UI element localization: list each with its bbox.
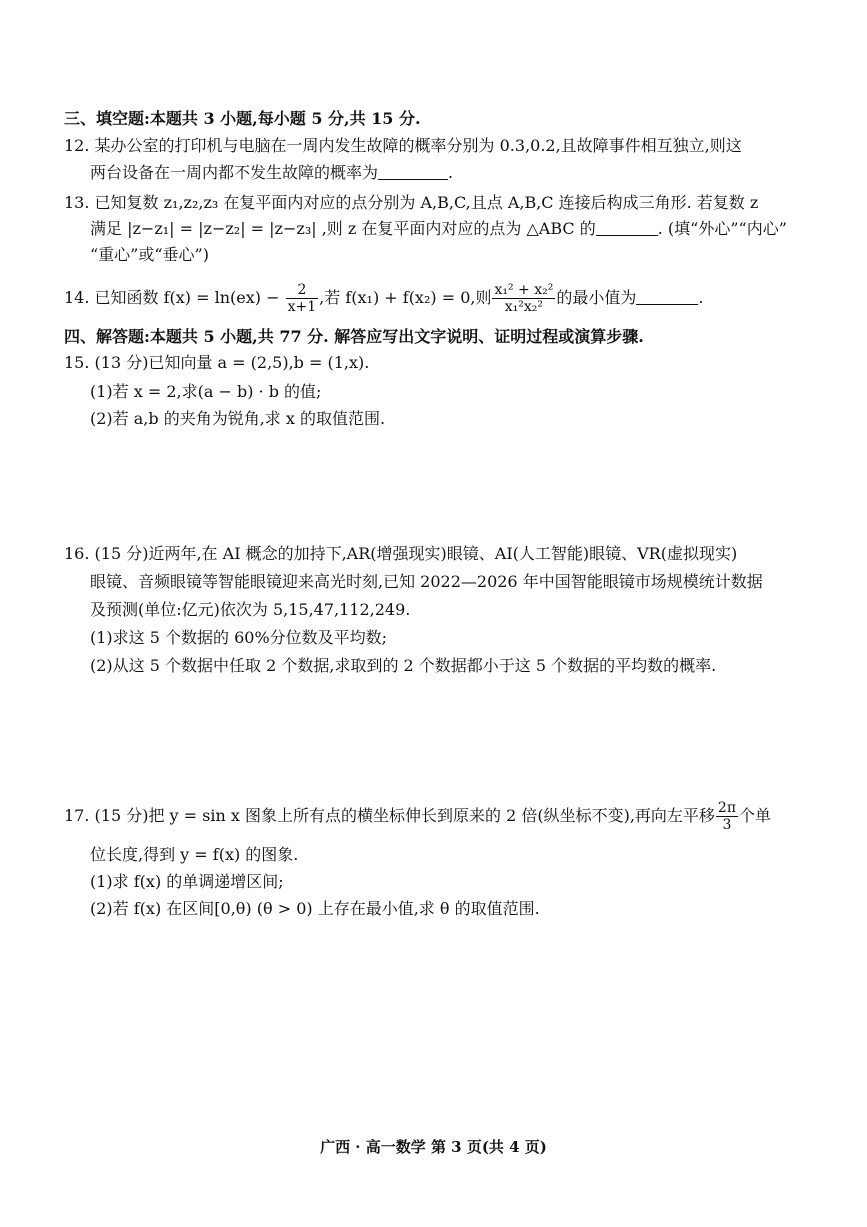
question-13-answer-blank: [596, 219, 658, 236]
question-14-answer-blank: [636, 288, 698, 305]
question-12-line-1: 12. 某办公室的打印机与电脑在一周内发生故障的概率分别为 0.3,0.2,且故障事件相互独立,则这: [64, 136, 742, 155]
question-17-part-1: (1)求 f(x) 的单调递增区间;: [90, 872, 284, 891]
fraction-numerator: 2: [286, 282, 319, 299]
question-13-line-3: “重心”或“垂心”): [90, 245, 209, 264]
fraction-denominator: x+1: [287, 299, 317, 315]
question-14: [64, 278, 824, 318]
question-17-line-2: 位长度,得到 y = f(x) 的图象.: [90, 845, 299, 864]
question-14-fraction-2: [492, 282, 555, 315]
page-footer: 广西 · 高一数学 第 3 页(共 4 页): [320, 1138, 547, 1156]
question-13-line-1: 13. 已知复数 z₁,z₂,z₃ 在复平面内对应的点分别为 A,B,C,且点 A,B,C 连接后构成三角形. 若复数 z: [64, 193, 759, 212]
section-solution-heading: 四、解答题:本题共 5 小题,共 77 分. 解答应写出文字说明、证明过程或演算步骤.: [64, 327, 644, 346]
question-17-text: 17. (15 分)把 y = sin x 图象上所有点的横坐标伸长到原来的 2 倍(纵坐标不变),再向左平移: [64, 806, 715, 825]
question-13-options: . (填“外心”“内心”: [657, 219, 787, 238]
question-17-text-end: 个单: [739, 806, 772, 825]
question-12-answer-blank: [378, 163, 448, 180]
question-17-line-1: [64, 796, 824, 836]
question-17-fraction: [716, 800, 738, 833]
question-16-line-3: 及预测(单位:亿元)依次为 5,15,47,112,249.: [90, 600, 411, 619]
question-15-part-1: (1)若 x = 2,求(a − b) · b 的值;: [90, 382, 322, 401]
question-14-condition: ,若 f(x₁) + f(x₂) = 0,则: [319, 288, 492, 307]
question-13-line-2: [90, 218, 850, 240]
question-16-line-2: 眼镜、音频眼镜等智能眼镜迎来高光时刻,已知 2022—2026 年中国智能眼镜市场规模统计数据: [90, 572, 763, 591]
question-16-line-1: 16. (15 分)近两年,在 AI 概念的加持下,AR(增强现实)眼镜、AI(人工智能)眼镜、VR(虚拟现实): [64, 544, 738, 563]
question-16-part-2: (2)从这 5 个数据中任取 2 个数据,求取到的 2 个数据都小于这 5 个数据的平均数的概率.: [90, 656, 717, 675]
question-12-period: .: [448, 163, 454, 182]
question-14-fraction-1: [286, 282, 319, 315]
question-12-text: 两台设备在一周内都不发生故障的概率为: [90, 163, 379, 182]
question-14-period: .: [698, 288, 704, 307]
question-17-part-2: (2)若 f(x) 在区间[0,θ) (θ > 0) 上存在最小值,求 θ 的取值范围.: [90, 899, 540, 918]
question-15-part-2: (2)若 a,b 的夹角为锐角,求 x 的取值范围.: [90, 409, 386, 428]
question-13-text: 满足 |z−z₁| = |z−z₂| = |z−z₃| ,则 z 在复平面内对应的点为 △ABC 的: [90, 219, 596, 238]
question-14-ask: 的最小值为: [556, 288, 637, 307]
fraction-denominator: 3: [722, 817, 732, 833]
question-14-function: 14. 已知函数 f(x) = ln(ex) −: [64, 288, 280, 307]
question-16-part-1: (1)求这 5 个数据的 60%分位数及平均数;: [90, 628, 388, 647]
fraction-numerator: 2π: [717, 800, 737, 816]
question-12-line-2: [90, 162, 850, 184]
fraction-numerator: x₁² + x₂²: [494, 282, 554, 298]
fraction-denominator: x₁²x₂²: [504, 299, 544, 315]
section-fill-in-heading: 三、填空题:本题共 3 小题,每小题 5 分,共 15 分.: [64, 109, 421, 128]
question-15-line-1: 15. (13 分)已知向量 a = (2,5),b = (1,x).: [64, 353, 370, 372]
